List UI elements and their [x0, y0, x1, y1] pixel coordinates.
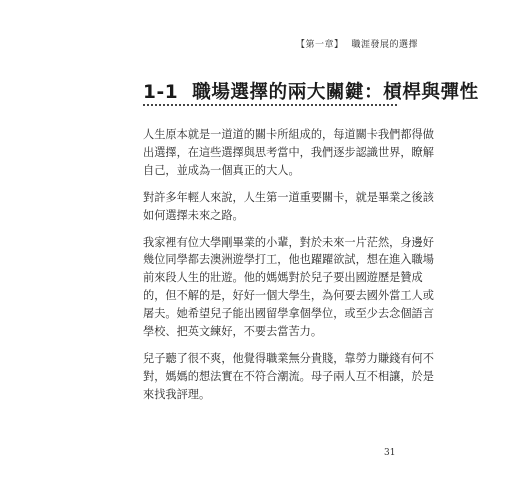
chapter-label [296, 37, 344, 50]
text-line: 出選擇，在這些選擇與思考當中，我們逐步認識世界，瞭解 [143, 145, 434, 159]
text-line: 幾位同學都去澳洲遊學打工，他也躍躍欲試，想在進入職場 [143, 253, 434, 267]
chapter-text: 第一章 [305, 40, 334, 50]
paragraph [143, 126, 434, 180]
section-heading-text: 職場選擇的兩大關鍵：槓桿與彈性 [192, 82, 479, 103]
text-line: 前來段人生的壯遊。他的媽媽對於兒子要出國遊歷是贊成 [143, 271, 423, 285]
text-line: 如何選擇未來之路。 [143, 208, 244, 222]
text-line: 我家裡有位大學剛畢業的小輩，對於未來一片茫然，身邊好 [143, 235, 434, 249]
page-number: 31 [384, 448, 396, 458]
text-line: 屠夫。她希望兒子能出國留學拿個學位，或至少去念個語言 [143, 307, 434, 321]
text-line: 對，媽媽的想法實在不符合潮流。母子兩人互不相讓，於是 [143, 369, 434, 383]
right-bracket: 】 [333, 40, 344, 50]
section-title: 職涯發展的選擇 [351, 40, 418, 50]
dotted-divider [143, 104, 397, 106]
paragraph [143, 350, 434, 404]
section-heading [143, 78, 479, 104]
text-line: 兒子聽了很不爽，他覺得職業無分貴賤，靠勞力賺錢有何不 [143, 351, 434, 365]
text-line: 自己，並成為一個真正的大人。 [143, 163, 300, 177]
text-line: 學校、把英文練好，不要去當苦力。 [143, 325, 323, 339]
paragraph [143, 189, 434, 225]
text-line: 對許多年輕人來說，人生第一道重要關卡，就是畢業之後該 [143, 190, 434, 204]
paragraph [143, 234, 434, 341]
text-line: 的，但不解的是，好好一個大學生，為何要去國外當工人或 [143, 289, 434, 303]
body-text [143, 126, 434, 413]
section-number: 1-1 [143, 82, 179, 103]
running-header [296, 37, 418, 50]
text-line: 人生原本就是一道道的關卡所組成的，每道關卡我們都得做 [143, 128, 434, 141]
left-bracket: 【 [295, 40, 306, 50]
text-line: 來找我評理。 [143, 387, 211, 401]
